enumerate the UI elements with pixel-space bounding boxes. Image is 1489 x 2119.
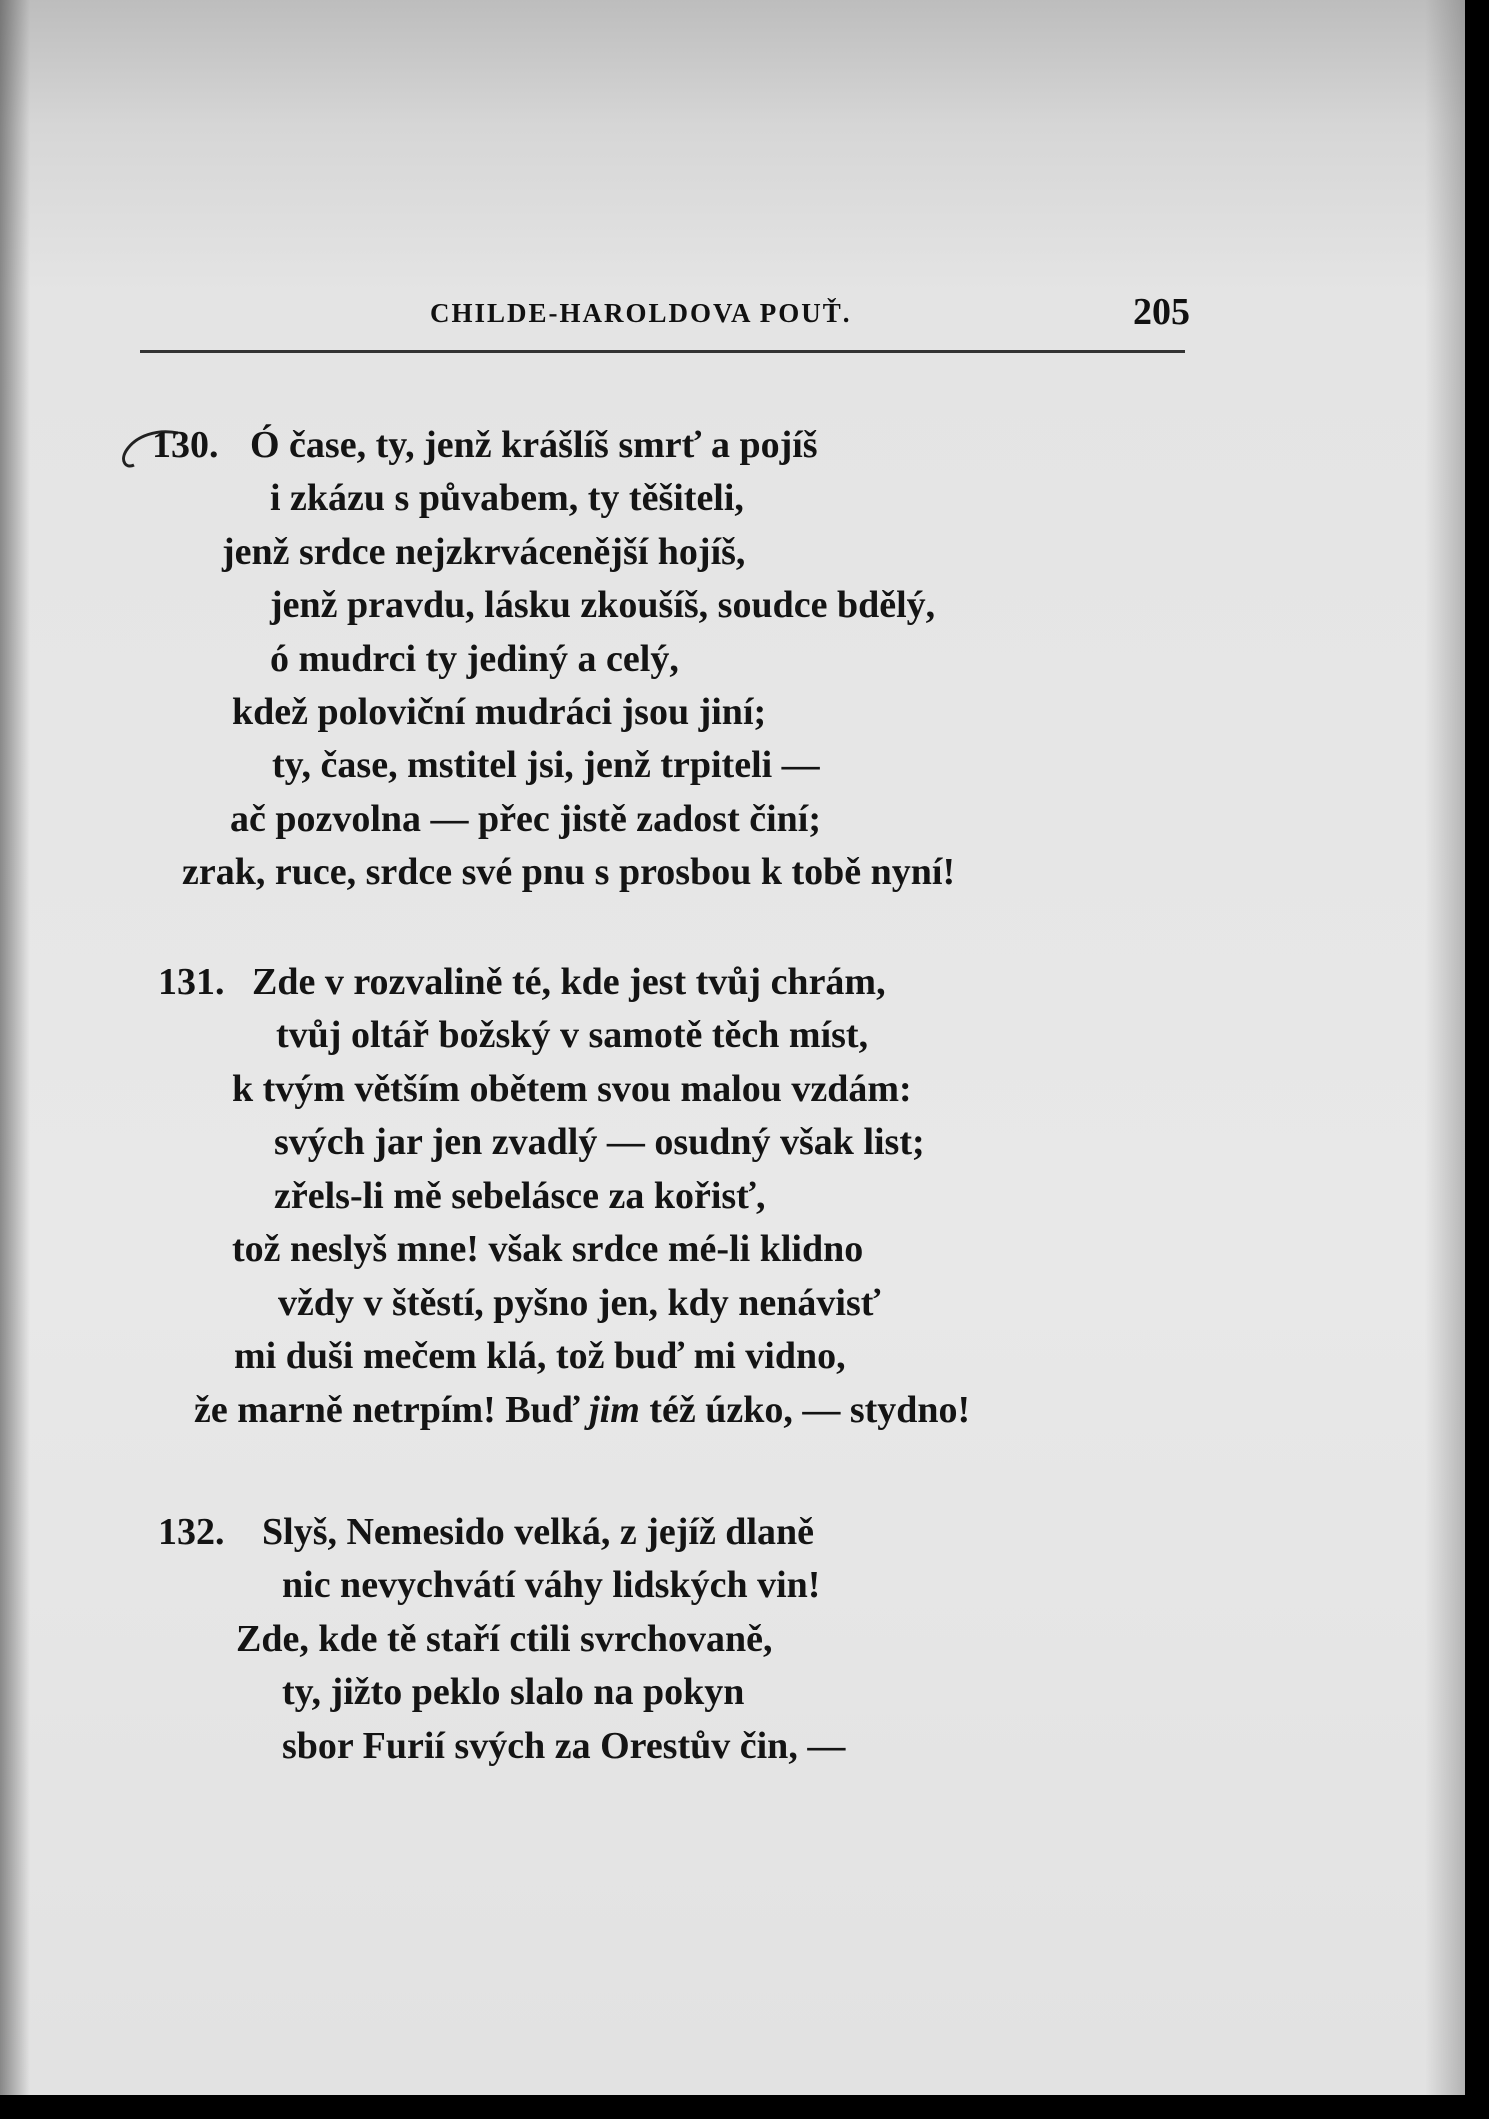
- verse-line: ty, jižto peklo slalo na pokyn: [282, 1671, 745, 1713]
- verse-line: sbor Furií svých za Orestův čin, —: [282, 1725, 846, 1767]
- header-rule: [140, 350, 1185, 353]
- page-number: 205: [1133, 291, 1190, 333]
- verse-line: [194, 1388, 970, 1432]
- stanza-number: 132.: [158, 1511, 225, 1553]
- verse-line: zřels-li mě sebelásce za kořisť,: [274, 1175, 766, 1217]
- verse-line: k tvým větším obětem svou malou vzdám:: [232, 1068, 912, 1110]
- verse-line: kdež poloviční mudráci jsou jiní;: [232, 691, 767, 733]
- verse-segment: že marně netrpím! Buď: [194, 1389, 590, 1431]
- running-head: [140, 290, 1190, 340]
- verse-line: Slyš, Nemesido velká, z jejíž dlaně: [262, 1511, 815, 1553]
- verse-line: jenž pravdu, lásku zkoušíš, soudce bdělý,: [270, 584, 936, 626]
- verse-line: zrak, ruce, srdce své pnu s prosbou k tobě nyní!: [182, 851, 956, 893]
- verse-line: Zde v rozvalině té, kde jest tvůj chrám,: [252, 961, 886, 1003]
- verse-segment: též úzko, — stydno!: [639, 1389, 971, 1431]
- page-edge-shadow: [1425, 0, 1465, 2095]
- page-gutter-shadow: [0, 0, 30, 2095]
- verse-line: jenž srdce nejzkrvácenější hojíš,: [222, 531, 746, 573]
- verse-line: ač pozvolna — přec jistě zadost činí;: [230, 798, 822, 840]
- stanza-number: 131.: [158, 961, 225, 1003]
- verse-line: ty, čase, mstitel jsi, jenž trpiteli —: [272, 744, 820, 786]
- verse-line: i zkázu s půvabem, ty těšiteli,: [270, 477, 744, 519]
- verse-line: Ó čase, ty, jenž krášlíš smrť a pojíš: [250, 424, 818, 466]
- verse-line: vždy v štěstí, pyšno jen, kdy nenávisť: [278, 1282, 881, 1324]
- emphasis-word: jim: [589, 1389, 640, 1431]
- verse-line: mi duši mečem klá, tož buď mi vidno,: [234, 1335, 846, 1377]
- verse-line: ó mudrci ty jediný a celý,: [270, 638, 679, 680]
- verse-line: tož neslyš mne! však srdce mé-li klidno: [232, 1228, 864, 1270]
- verse-line: nic nevychvátí váhy lidských vin!: [282, 1564, 821, 1606]
- running-title: CHILDE-HAROLDOVA POUŤ.: [430, 298, 852, 328]
- stanza-number: 130.: [152, 424, 219, 466]
- verse-line: Zde, kde tě staří ctili svrchovaně,: [236, 1618, 773, 1660]
- verse-line: tvůj oltář božský v samotě těch míst,: [276, 1014, 869, 1056]
- verse-line: svých jar jen zvadlý — osudný však list;: [274, 1121, 925, 1163]
